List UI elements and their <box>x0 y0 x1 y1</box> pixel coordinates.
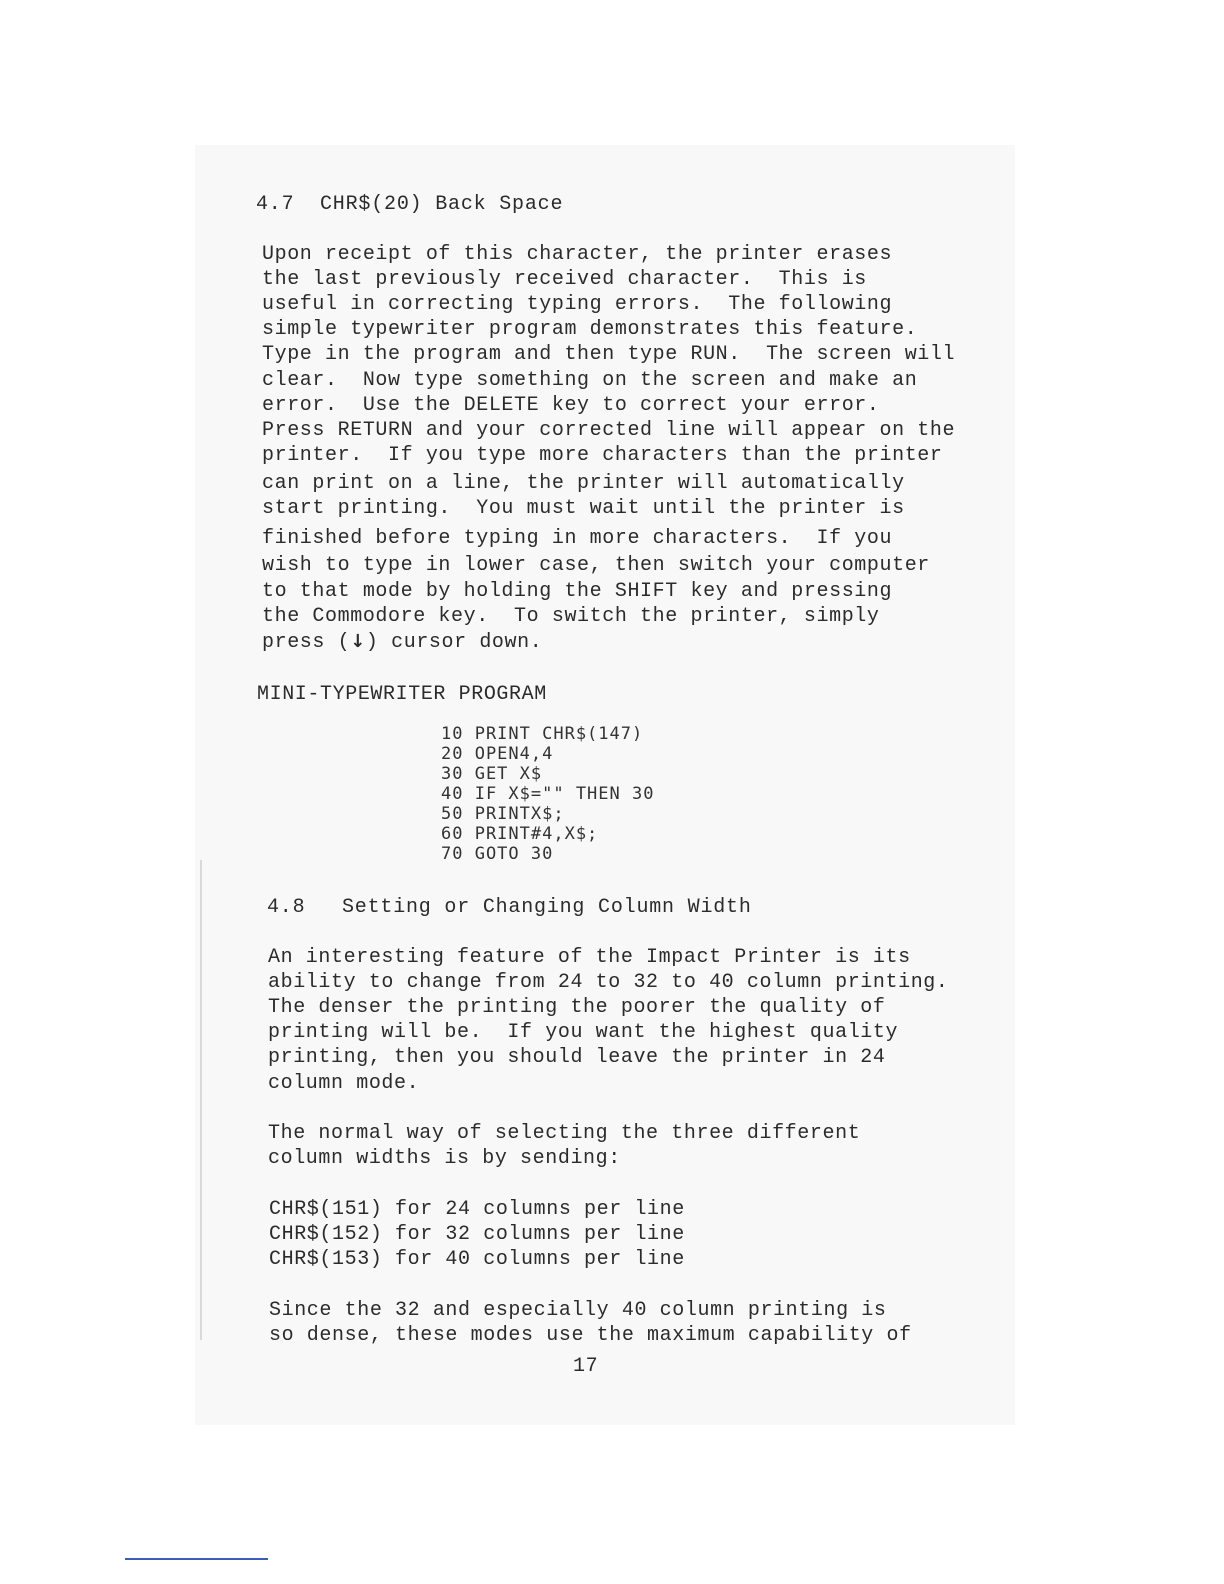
body-line: The denser the printing the poorer the quality of <box>268 996 886 1019</box>
body-line: clear. Now type something on the screen and make an <box>262 369 918 392</box>
body-line: Press RETURN and your corrected line will appear on the <box>262 419 956 442</box>
body-line: to that mode by holding the SHIFT key and pressing <box>262 580 893 603</box>
body-line: start printing. You must wait until the printer is <box>262 497 905 520</box>
body-line: the last previously received character. This is <box>262 268 867 291</box>
body-line: useful in correcting typing errors. The following <box>262 293 893 316</box>
body-line: ability to change from 24 to 32 to 40 column printing. <box>268 971 949 994</box>
body-line-cursor-down <box>262 630 542 655</box>
code-list-item: CHR$(151) for 24 columns per line <box>269 1198 685 1221</box>
code-line: 50 PRINTX$; <box>441 804 565 824</box>
body-line: Since the 32 and especially 40 column printing is <box>269 1299 887 1322</box>
body-line: can print on a line, the printer will automatically <box>262 472 905 495</box>
body-text: press ( <box>262 631 351 654</box>
body-line: wish to type in lower case, then switch your computer <box>262 554 930 577</box>
page-number: 17 <box>573 1355 599 1378</box>
code-line: 70 GOTO 30 <box>441 844 554 864</box>
code-line: 60 PRINT#4,X$; <box>441 824 599 844</box>
footer-rule <box>125 1558 268 1560</box>
body-line: printing will be. If you want the highest quality <box>268 1021 899 1044</box>
body-line: error. Use the DELETE key to correct your error. <box>262 394 880 417</box>
body-line: simple typewriter program demonstrates this feature. <box>262 318 918 341</box>
body-line: Upon receipt of this character, the printer erases <box>262 243 893 266</box>
code-list-item: CHR$(152) for 32 columns per line <box>269 1223 685 1246</box>
body-line: Type in the program and then type RUN. The screen will <box>262 343 956 366</box>
code-line: 30 GET X$ <box>441 764 543 784</box>
code-line: 20 OPEN4,4 <box>441 744 554 764</box>
body-line: printing, then you should leave the printer in 24 <box>268 1046 886 1069</box>
code-list-item: CHR$(153) for 40 columns per line <box>269 1248 685 1271</box>
body-line: An interesting feature of the Impact Printer is its <box>268 946 911 969</box>
down-arrow-icon: ↓ <box>350 631 366 652</box>
body-line: finished before typing in more characters. If you <box>262 527 893 550</box>
body-line: so dense, these modes use the maximum capability of <box>269 1324 912 1347</box>
body-line: the Commodore key. To switch the printer, simply <box>262 605 880 628</box>
section-heading-4-7: 4.7 CHR$(20) Back Space <box>256 193 564 216</box>
scan-edge-shadow <box>200 860 202 1340</box>
program-title: MINI-TYPEWRITER PROGRAM <box>257 683 547 706</box>
section-number-4-8: 4.8 <box>267 896 306 919</box>
body-line: printer. If you type more characters than the printer <box>262 444 943 467</box>
body-text: ) cursor down. <box>365 631 543 654</box>
body-line: column widths is by sending: <box>268 1147 621 1170</box>
code-line: 10 PRINT CHR$(147) <box>441 724 644 744</box>
section-title-4-8: Setting or Changing Column Width <box>342 896 752 919</box>
body-line: column mode. <box>268 1072 420 1095</box>
code-line: 40 IF X$="" THEN 30 <box>441 784 655 804</box>
body-line: The normal way of selecting the three different <box>268 1122 861 1145</box>
